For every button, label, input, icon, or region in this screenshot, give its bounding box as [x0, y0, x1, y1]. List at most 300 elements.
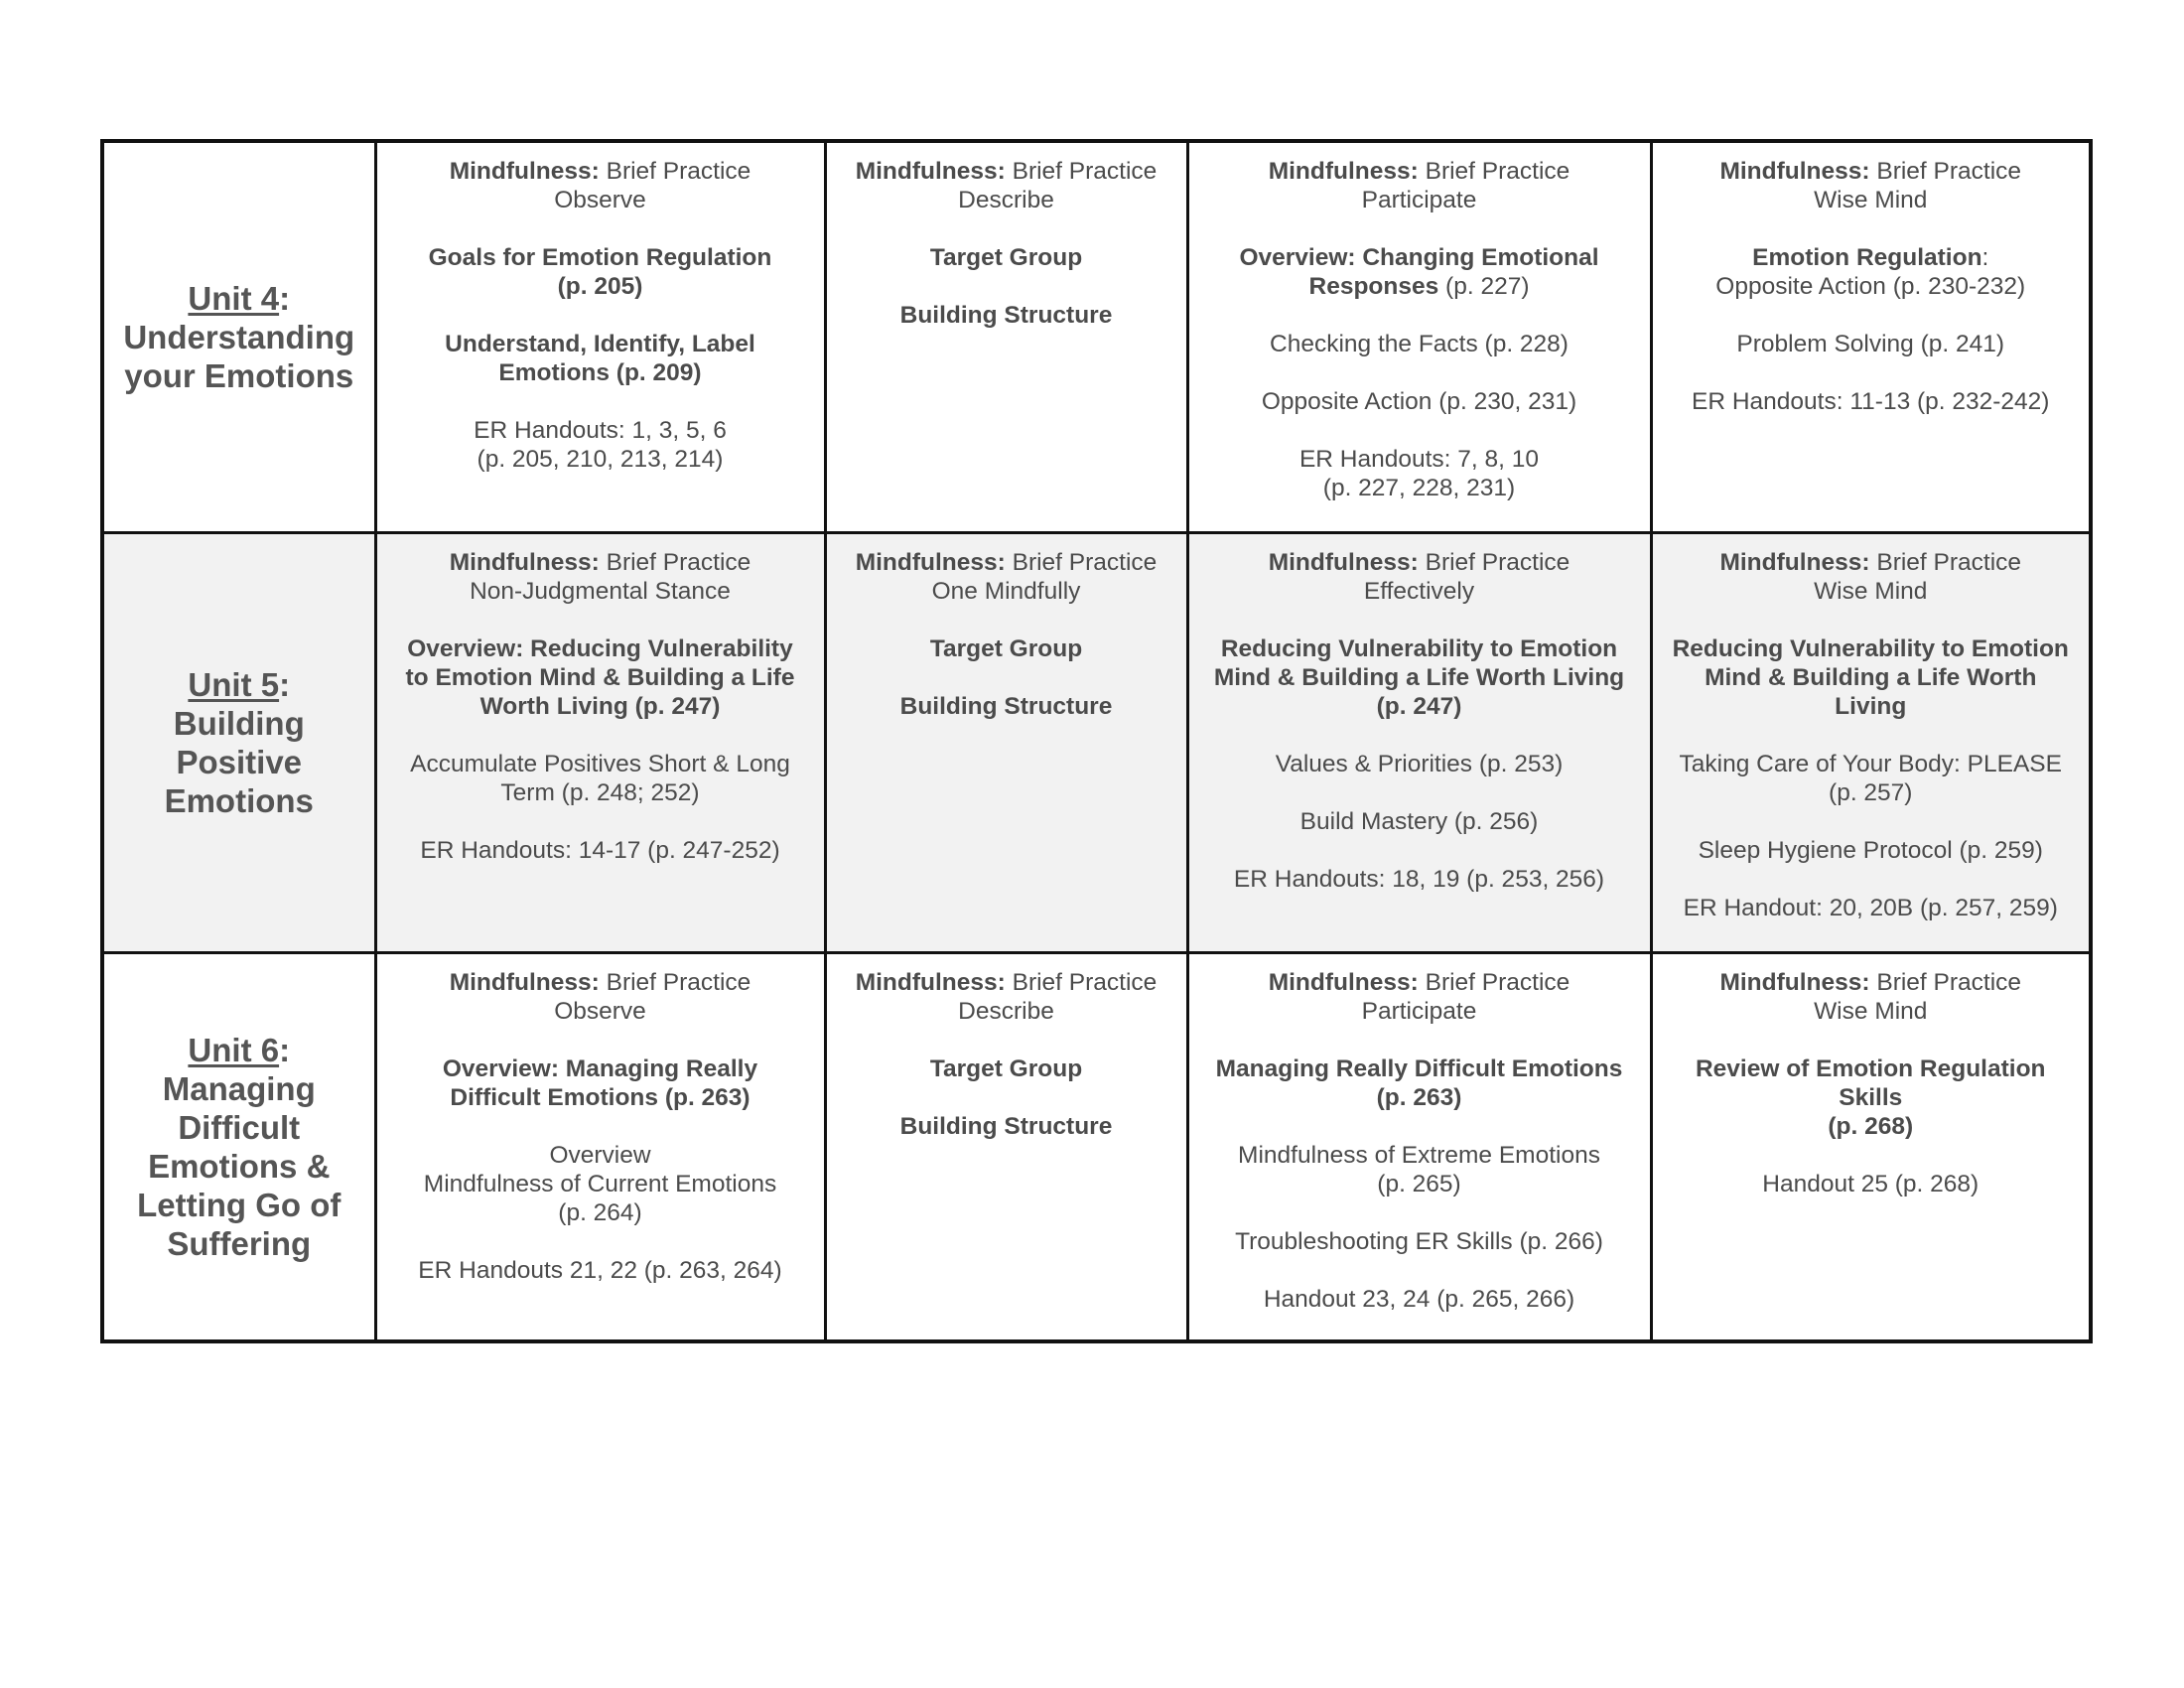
- bold-text: Worth Living (p. 247): [479, 692, 721, 720]
- session-item-line: [391, 968, 810, 997]
- session-item-line: [391, 778, 810, 807]
- plain-text: Build Mastery (p. 256): [1299, 807, 1539, 835]
- plain-text: Participate: [1361, 997, 1477, 1025]
- session-item-line: [391, 663, 810, 692]
- bold-text: Building Structure: [899, 1112, 1113, 1140]
- session-item-line: [391, 692, 810, 721]
- unit-title: [116, 665, 362, 820]
- session-item-line: [1203, 692, 1636, 721]
- block-spacer: [841, 272, 1172, 301]
- session-item-line: [1667, 243, 2076, 272]
- bold-text: Overview: Managing Really: [442, 1055, 758, 1082]
- bold-text: Mindfulness:: [855, 548, 1006, 576]
- session-item: [1203, 387, 1636, 416]
- plain-text: Brief Practice: [1418, 158, 1570, 185]
- plain-text: ER Handouts: 18, 19 (p. 253, 256): [1233, 865, 1605, 893]
- plain-text: Wise Mind: [1814, 187, 1928, 213]
- session-item: [1667, 1170, 2076, 1198]
- unit-title-line: Suffering: [167, 1224, 312, 1262]
- session-item-line: [1203, 1170, 1636, 1198]
- plain-text: Problem Solving (p. 241): [1736, 331, 2005, 357]
- session-item: [1667, 1055, 2076, 1141]
- bold-text: (p. 268): [1828, 1112, 1914, 1140]
- bold-text: Mindfulness:: [855, 158, 1006, 185]
- table-body: [102, 141, 2091, 1341]
- session-item: [1203, 865, 1636, 894]
- session-item: [1667, 750, 2076, 807]
- block-spacer: [391, 214, 810, 243]
- block-spacer: [1203, 1026, 1636, 1055]
- bold-text: Reducing Vulnerability to Emotion: [1220, 634, 1618, 662]
- plain-text: ER Handouts: 7, 8, 10: [1298, 446, 1540, 473]
- block-spacer: [1667, 214, 2076, 243]
- plain-text: ER Handouts: 14-17 (p. 247-252): [420, 836, 780, 864]
- session-item-line: [1203, 750, 1636, 778]
- session-item-line: [1203, 997, 1636, 1026]
- session-item-line: [1667, 692, 2076, 721]
- plain-text: :: [1981, 244, 1989, 271]
- block-spacer: [1203, 1112, 1636, 1141]
- bold-text: Mindfulness:: [1719, 158, 1870, 185]
- session-item-line: [391, 186, 810, 214]
- bold-text: (p. 263): [1376, 1083, 1462, 1111]
- plain-text: Mindfulness of Current Emotions: [423, 1170, 777, 1197]
- session-item-line: [1203, 1083, 1636, 1112]
- session-item-line: [1203, 548, 1636, 577]
- session-item: [1203, 330, 1636, 358]
- session-item-line: [1203, 1055, 1636, 1083]
- session-item: [841, 1112, 1172, 1141]
- plain-text: Handout 25 (p. 268): [1762, 1170, 1979, 1197]
- plain-text: Brief Practice: [599, 548, 751, 576]
- unit-title-line: your Emotions: [124, 356, 354, 394]
- session-item-line: [1667, 750, 2076, 778]
- session-item: [1667, 548, 2076, 606]
- block-spacer: [841, 606, 1172, 634]
- table-row-unit-6: [102, 952, 2091, 1341]
- session-item: [841, 968, 1172, 1026]
- session-item-line: [391, 750, 810, 778]
- bold-text: Target Group: [929, 634, 1083, 662]
- session-item-line: [1667, 836, 2076, 865]
- bold-text: Mind & Building a Life Worth Living: [1213, 663, 1625, 691]
- plain-text: Brief Practice: [1005, 158, 1158, 185]
- bold-text: Building Structure: [899, 302, 1113, 329]
- block-spacer: [841, 1083, 1172, 1112]
- session-item-line: [1203, 865, 1636, 894]
- session-item-line: [1203, 1285, 1636, 1314]
- plain-text: Term (p. 248; 252): [500, 778, 700, 806]
- session-item-line: [841, 1112, 1172, 1141]
- session-item-line: [1203, 186, 1636, 214]
- bold-text: Review of Emotion Regulation: [1695, 1055, 2046, 1082]
- session-item-line: [391, 330, 810, 358]
- session-item-line: [1203, 157, 1636, 186]
- plain-text: Values & Priorities (p. 253): [1275, 750, 1564, 777]
- session-item-line: [1667, 272, 2076, 301]
- session-item: [841, 634, 1172, 663]
- bold-text: Building Structure: [899, 692, 1113, 720]
- bold-text: Mindfulness:: [449, 158, 600, 185]
- session-cell: [825, 952, 1187, 1341]
- session-cell: [1651, 141, 2091, 532]
- session-item-line: [391, 243, 810, 272]
- block-spacer: [391, 721, 810, 750]
- plain-text: (p. 265): [1377, 1170, 1461, 1197]
- plain-text: Participate: [1361, 187, 1477, 213]
- session-item-line: [841, 157, 1172, 186]
- session-item: [1203, 1055, 1636, 1112]
- session-item: [841, 548, 1172, 606]
- table-row-unit-5: [102, 532, 2091, 952]
- bold-text: Mindfulness:: [1268, 968, 1419, 996]
- plain-text: Brief Practice: [1005, 548, 1158, 576]
- plain-text: Wise Mind: [1814, 997, 1928, 1025]
- unit-number: Unit 4: [188, 279, 280, 317]
- unit-number-colon: :: [279, 1031, 291, 1068]
- plain-text: Brief Practice: [1005, 968, 1158, 996]
- session-item-line: [1667, 1055, 2076, 1083]
- session-item: [1203, 968, 1636, 1026]
- session-item-line: [1667, 330, 2076, 358]
- session-item: [1203, 445, 1636, 502]
- session-item-line: [391, 577, 810, 606]
- session-item-line: [1203, 243, 1636, 272]
- session-cell: [1187, 141, 1651, 532]
- plain-text: (p. 257): [1829, 778, 1913, 806]
- block-spacer: [1667, 606, 2076, 634]
- session-item-line: [1203, 330, 1636, 358]
- unit-header-cell: [102, 141, 375, 532]
- bold-text: Mindfulness:: [1719, 548, 1870, 576]
- block-spacer: [1667, 721, 2076, 750]
- block-spacer: [391, 807, 810, 836]
- block-spacer: [1667, 301, 2076, 330]
- bold-text: Reducing Vulnerability to Emotion: [1672, 634, 2069, 662]
- session-item: [1203, 1227, 1636, 1256]
- plain-text: Brief Practice: [1869, 968, 2022, 996]
- block-spacer: [841, 663, 1172, 692]
- block-spacer: [1203, 836, 1636, 865]
- bold-text: Overview: Reducing Vulnerability: [407, 634, 793, 662]
- bold-text: Skills: [1839, 1083, 1903, 1111]
- unit-title-line: Positive: [176, 743, 303, 780]
- session-cell: [825, 141, 1187, 532]
- block-spacer: [391, 387, 810, 416]
- bold-text: Managing Really Difficult Emotions: [1215, 1055, 1623, 1082]
- session-item: [1203, 634, 1636, 721]
- plain-text: Brief Practice: [1869, 548, 2022, 576]
- session-item: [841, 157, 1172, 214]
- plain-text: (p. 205, 210, 213, 214): [477, 446, 724, 473]
- plain-text: Effectively: [1363, 577, 1475, 605]
- session-item-line: [1203, 474, 1636, 502]
- session-item: [841, 243, 1172, 272]
- block-spacer: [391, 1112, 810, 1141]
- plain-text: Observe: [554, 187, 646, 213]
- session-item: [391, 416, 810, 474]
- session-cell: [375, 952, 825, 1341]
- session-item-line: [1203, 1227, 1636, 1256]
- session-item: [391, 243, 810, 301]
- plain-text: Mindfulness of Extreme Emotions: [1238, 1141, 1600, 1169]
- session-item: [1667, 968, 2076, 1026]
- session-item: [391, 836, 810, 865]
- session-item: [1667, 157, 2076, 214]
- block-spacer: [1667, 1026, 2076, 1055]
- bold-text: to Emotion Mind & Building a Life: [405, 663, 795, 691]
- session-item-line: [1667, 663, 2076, 692]
- bold-text: Difficult Emotions (p. 263): [450, 1083, 751, 1111]
- block-spacer: [1667, 1141, 2076, 1170]
- session-cell: [1187, 952, 1651, 1341]
- session-item-line: [841, 1055, 1172, 1083]
- session-item: [391, 1141, 810, 1227]
- bold-text: (p. 247): [1376, 692, 1462, 720]
- block-spacer: [841, 214, 1172, 243]
- block-spacer: [391, 1026, 810, 1055]
- session-item-line: [391, 1256, 810, 1285]
- unit-title: [116, 279, 362, 395]
- session-item-line: [841, 548, 1172, 577]
- session-cell: [375, 141, 825, 532]
- session-item-line: [1203, 577, 1636, 606]
- session-item-line: [391, 634, 810, 663]
- session-cell: [1187, 532, 1651, 952]
- session-item: [1667, 387, 2076, 416]
- session-item: [1667, 634, 2076, 721]
- session-item: [391, 330, 810, 387]
- block-spacer: [1203, 721, 1636, 750]
- session-item-line: [841, 968, 1172, 997]
- block-spacer: [1203, 1256, 1636, 1285]
- session-item-line: [391, 997, 810, 1026]
- session-item: [391, 634, 810, 721]
- unit-number-line: [116, 1031, 362, 1069]
- plain-text: ER Handouts: 1, 3, 5, 6: [474, 417, 727, 444]
- session-item-line: [391, 1170, 810, 1198]
- session-item-line: [1667, 1112, 2076, 1141]
- bold-text: (p. 205): [557, 273, 643, 300]
- session-item-line: [1667, 387, 2076, 416]
- session-item-line: [391, 445, 810, 474]
- session-item-line: [391, 1198, 810, 1227]
- plain-text: Troubleshooting ER Skills (p. 266): [1235, 1227, 1603, 1255]
- session-item-line: [391, 272, 810, 301]
- session-item-line: [391, 548, 810, 577]
- block-spacer: [1203, 214, 1636, 243]
- unit-title-line: Letting Go of: [137, 1186, 341, 1223]
- session-item: [841, 301, 1172, 330]
- session-item-line: [841, 243, 1172, 272]
- session-item: [391, 750, 810, 807]
- unit-number-colon: :: [279, 665, 291, 703]
- plain-text: Describe: [958, 187, 1054, 213]
- plain-text: Brief Practice: [1869, 158, 2022, 185]
- plain-text: ER Handout: 20, 20B (p. 257, 259): [1683, 894, 2058, 921]
- session-item-line: [841, 186, 1172, 214]
- session-item-line: [1203, 634, 1636, 663]
- unit-number: Unit 5: [188, 665, 280, 703]
- session-item-line: [391, 1083, 810, 1112]
- plain-text: Wise Mind: [1814, 577, 1928, 605]
- bold-text: Mind & Building a Life Worth: [1705, 663, 2037, 691]
- session-item-line: [841, 301, 1172, 330]
- unit-title: [116, 1031, 362, 1263]
- session-item-line: [1667, 1170, 2076, 1198]
- bold-text: Mindfulness:: [1719, 968, 1870, 996]
- unit-title-line: Managing: [162, 1069, 316, 1107]
- session-item: [1667, 894, 2076, 922]
- session-item: [1667, 243, 2076, 301]
- session-item: [391, 157, 810, 214]
- block-spacer: [1203, 1198, 1636, 1227]
- plain-text: ER Handouts 21, 22 (p. 263, 264): [418, 1256, 782, 1284]
- session-item-line: [1667, 778, 2076, 807]
- block-spacer: [1203, 606, 1636, 634]
- session-item-line: [391, 1055, 810, 1083]
- block-spacer: [1667, 807, 2076, 836]
- bold-text: Mindfulness:: [449, 548, 600, 576]
- session-item-line: [1203, 272, 1636, 301]
- plain-text: Brief Practice: [1418, 548, 1570, 576]
- session-item-line: [1667, 157, 2076, 186]
- session-item-line: [1667, 186, 2076, 214]
- block-spacer: [1667, 865, 2076, 894]
- session-cell: [1651, 952, 2091, 1341]
- bold-text: Mindfulness:: [449, 968, 600, 996]
- session-item-line: [1667, 997, 2076, 1026]
- plain-text: Non-Judgmental Stance: [470, 577, 731, 605]
- session-item-line: [1667, 634, 2076, 663]
- unit-title-line: Understanding: [123, 318, 355, 355]
- session-item: [1667, 330, 2076, 358]
- session-item-line: [841, 577, 1172, 606]
- unit-number-colon: :: [279, 279, 291, 317]
- session-item-line: [1667, 968, 2076, 997]
- session-item-line: [1667, 548, 2076, 577]
- session-item: [391, 968, 810, 1026]
- block-spacer: [1203, 358, 1636, 387]
- bold-text: Target Group: [929, 244, 1083, 271]
- plain-text: Brief Practice: [1418, 968, 1570, 996]
- session-item: [1203, 750, 1636, 778]
- plain-text: Opposite Action (p. 230-232): [1715, 273, 2026, 300]
- session-item: [1203, 157, 1636, 214]
- skills-schedule-table: [100, 139, 2093, 1343]
- session-item-line: [1203, 663, 1636, 692]
- session-item-line: [1203, 1141, 1636, 1170]
- bold-text: Understand, Identify, Label: [445, 331, 755, 357]
- block-spacer: [391, 301, 810, 330]
- session-item-line: [1203, 807, 1636, 836]
- plain-text: One Mindfully: [931, 577, 1081, 605]
- block-spacer: [1667, 358, 2076, 387]
- unit-number-line: [116, 279, 362, 318]
- unit-title-line: Difficult: [178, 1108, 301, 1146]
- session-cell: [1651, 532, 2091, 952]
- session-item-line: [1203, 968, 1636, 997]
- session-item-line: [391, 416, 810, 445]
- bold-text: Mindfulness:: [1268, 548, 1419, 576]
- session-cell: [825, 532, 1187, 952]
- unit-number: Unit 6: [188, 1031, 280, 1068]
- plain-text: (p. 264): [558, 1198, 642, 1226]
- session-item-line: [841, 692, 1172, 721]
- session-item-line: [1667, 894, 2076, 922]
- plain-text: Observe: [554, 997, 646, 1025]
- plain-text: Sleep Hygiene Protocol (p. 259): [1698, 836, 2043, 864]
- session-item: [1203, 1285, 1636, 1314]
- unit-title-line: Emotions: [164, 781, 314, 819]
- session-item: [841, 692, 1172, 721]
- session-item-line: [1667, 577, 2076, 606]
- session-item: [1203, 1141, 1636, 1198]
- plain-text: Brief Practice: [599, 968, 751, 996]
- unit-header-cell: [102, 532, 375, 952]
- session-item: [391, 1055, 810, 1112]
- session-item-line: [391, 836, 810, 865]
- plain-text: (p. 227, 228, 231): [1322, 475, 1516, 501]
- plain-text: Describe: [958, 997, 1054, 1025]
- session-item-line: [1203, 445, 1636, 474]
- plain-text: Opposite Action (p. 230, 231): [1261, 388, 1577, 415]
- unit-title-line: Building: [173, 704, 305, 742]
- bold-text: Living: [1835, 692, 1907, 720]
- session-item-line: [1203, 387, 1636, 416]
- plain-text: Brief Practice: [599, 158, 751, 185]
- plain-text: Overview: [549, 1141, 651, 1169]
- plain-text: Checking the Facts (p. 228): [1270, 331, 1569, 357]
- session-item-line: [391, 358, 810, 387]
- session-item: [841, 1055, 1172, 1083]
- session-item: [1667, 836, 2076, 865]
- plain-text: ER Handouts: 11-13 (p. 232-242): [1692, 388, 2050, 415]
- session-item-line: [841, 997, 1172, 1026]
- session-item-line: [1667, 1083, 2076, 1112]
- table-row-unit-4: [102, 141, 2091, 532]
- bold-text: Target Group: [929, 1055, 1083, 1082]
- bold-text: Mindfulness:: [855, 968, 1006, 996]
- bold-text: Overview: Changing Emotional: [1239, 244, 1599, 271]
- block-spacer: [391, 1227, 810, 1256]
- bold-text: Goals for Emotion Regulation: [428, 244, 772, 271]
- unit-title-line: Emotions &: [148, 1147, 331, 1185]
- session-item: [391, 1256, 810, 1285]
- session-item: [391, 548, 810, 606]
- block-spacer: [391, 606, 810, 634]
- unit-header-cell: [102, 952, 375, 1341]
- plain-text: Accumulate Positives Short & Long: [410, 750, 790, 777]
- plain-text: Handout 23, 24 (p. 265, 266): [1263, 1285, 1575, 1313]
- bold-text: Emotion Regulation: [1752, 244, 1982, 271]
- session-item: [1203, 243, 1636, 301]
- session-cell: [375, 532, 825, 952]
- block-spacer: [1203, 778, 1636, 807]
- plain-text: Taking Care of Your Body: PLEASE: [1679, 750, 2062, 777]
- bold-text: Responses: [1308, 273, 1439, 300]
- unit-number-line: [116, 665, 362, 704]
- block-spacer: [1203, 416, 1636, 445]
- block-spacer: [841, 1026, 1172, 1055]
- session-item: [1203, 548, 1636, 606]
- block-spacer: [1203, 301, 1636, 330]
- session-item: [1203, 807, 1636, 836]
- bold-text: Emotions (p. 209): [498, 359, 702, 386]
- session-item-line: [841, 634, 1172, 663]
- bold-text: Mindfulness:: [1268, 158, 1419, 185]
- plain-text: (p. 227): [1438, 273, 1530, 300]
